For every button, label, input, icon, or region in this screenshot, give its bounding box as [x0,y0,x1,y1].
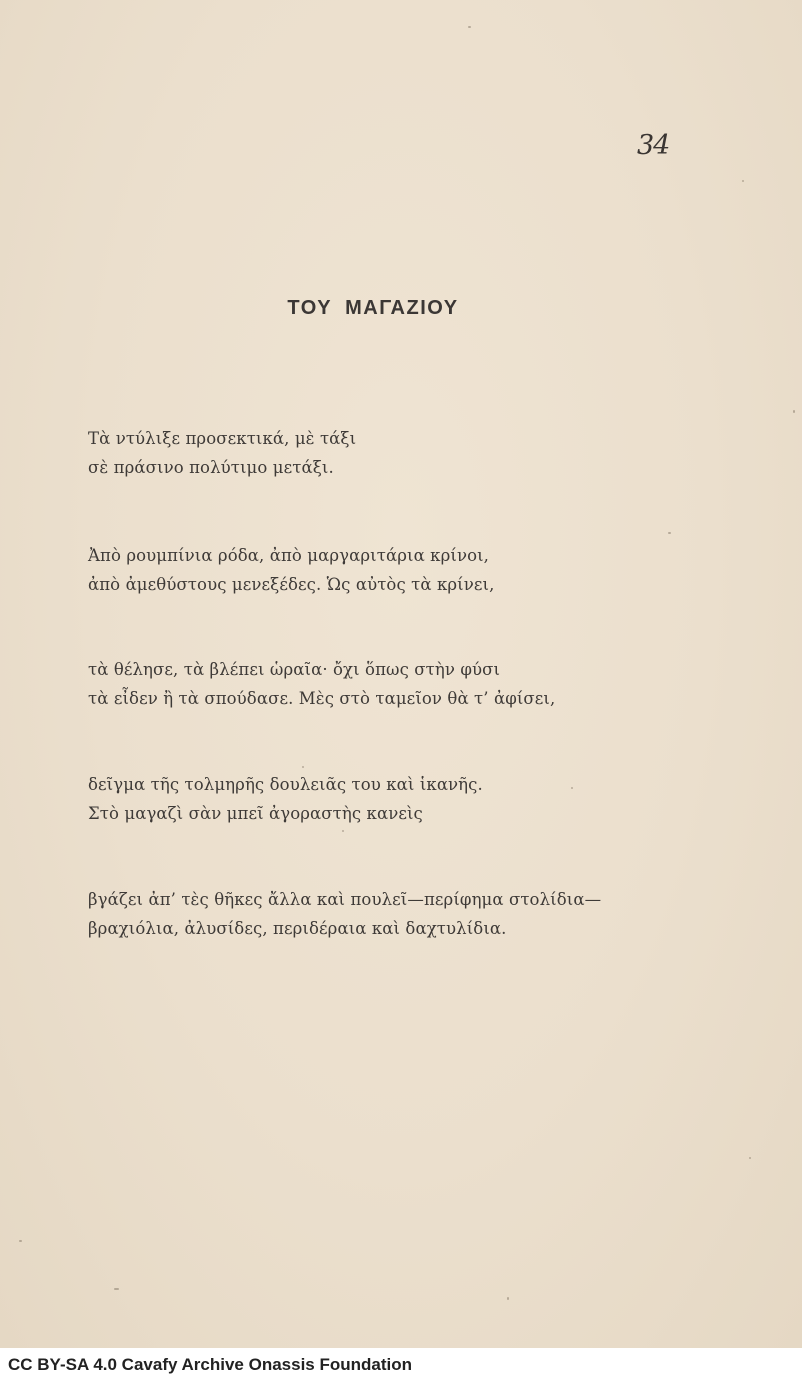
paper-speck [302,766,304,768]
poem-title: ΤΟΥ ΜΑΓΑΖΙΟΥ [287,297,459,319]
poem-line: Ἀπὸ ρουμπίνια ρόδα, ἀπὸ μαργαριτάρια κρίνοι, [88,546,490,565]
stanza-2 [88,541,494,599]
paper-speck [114,1288,119,1290]
stanza-5 [88,885,601,943]
poem-line: τὰ θέλησε, τὰ βλέπει ὡραῖα· ὄχι ὅπως στὴν φύσι [88,660,501,679]
poem-line: σὲ πράσινο πολύτιμο μετάξι. [88,458,334,477]
paper-speck [19,1240,22,1242]
paper-speck [793,410,795,413]
poem-line: δεῖγμα τῆς τολμηρῆς δουλειᾶς του καὶ ἱκανῆς. [88,775,483,794]
paper-speck [571,787,573,789]
poem-line: τὰ εἶδεν ἢ τὰ σπούδασε. Μὲς στὸ ταμεῖον θὰ τ’ ἀφίσει, [88,689,556,708]
poem-line: βγάζει ἀπ’ τὲς θῆκες ἄλλα καὶ πουλεῖ—περίφημα στολίδια— [88,890,602,909]
paper-speck [749,1157,751,1159]
paper-speck [468,26,471,28]
poem-line: Στὸ μαγαζὶ σὰν μπεῖ ἀγοραστὴς κανεὶς [88,804,423,823]
page-number: 34 [637,130,670,161]
poem-line: βραχιόλια, ἀλυσίδες, περιδέραια καὶ δαχτυλίδια. [88,919,507,938]
stanza-1 [88,424,356,482]
paper-speck [668,532,671,534]
paper-speck [342,830,344,832]
poem-line: Τὰ ντύλιξε προσεκτικά, μὲ τάξι [88,429,357,448]
stanza-4 [88,770,483,828]
stanza-3 [88,655,555,713]
license-credit: CC BY-SA 4.0 Cavafy Archive Onassis Foundation [8,1355,413,1374]
poem-line: ἀπὸ ἀμεθύστους μενεξέδες. Ὡς αὐτὸς τὰ κρίνει, [88,575,495,594]
paper-speck [507,1297,509,1300]
paper-speck [742,180,744,182]
